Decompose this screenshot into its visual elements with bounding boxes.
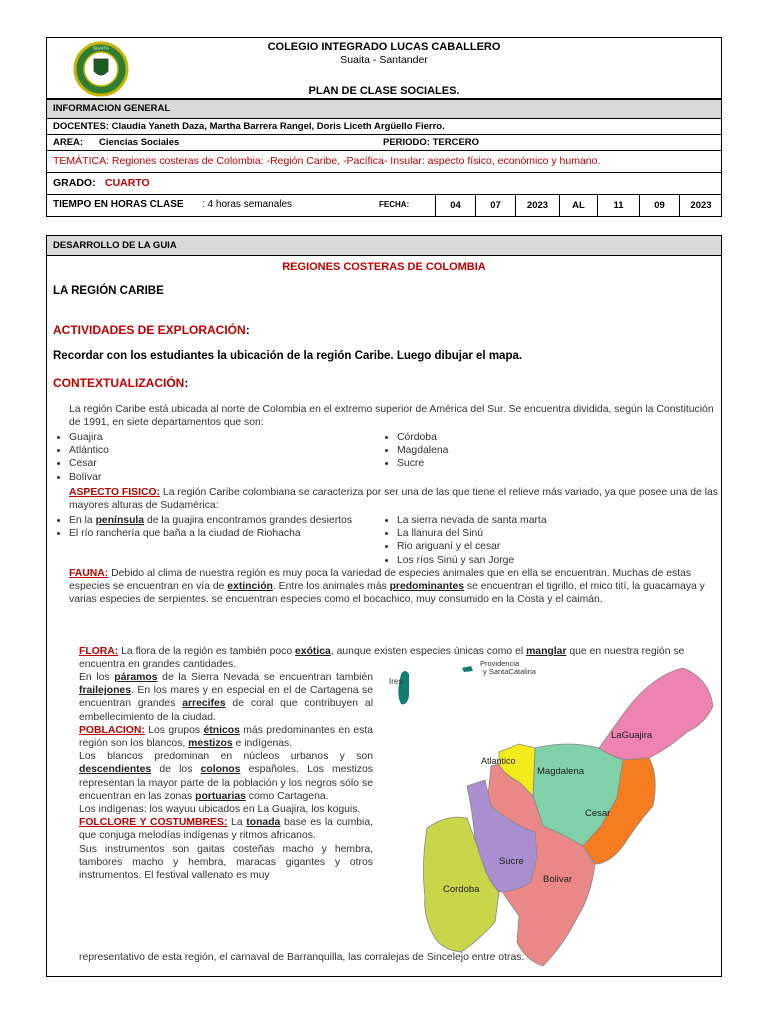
info-header: INFORMACION GENERAL xyxy=(47,100,721,119)
islands-label: Ires xyxy=(389,677,403,686)
tiempo-label: TIEMPO EN HORAS CLASE xyxy=(53,199,184,210)
population-paragraph: POBLACION: Los grupos étnicos más predominantes en esta región son los blancos, mestizos e indígenas. xyxy=(79,724,373,750)
fecha-cell: 11 xyxy=(597,195,639,216)
list-item: • Bolívar xyxy=(69,471,389,484)
departments-left xyxy=(69,431,389,484)
providencia-marker xyxy=(462,666,473,672)
fecha-cell: 2023 xyxy=(679,195,722,216)
fauna-paragraph: FAUNA: Debido al clima de nuestra región es muy poca la variedad de especies animales que en ella se encuentran. Muchas de estas especies se encuentran en vía de extinción. Entre los animales más predominantes se encuentran el tigrillo, el mico tití, la guacamaya y varias especies de serpientes. se encuentran especies como el bocachico, muy consumido en la Costa y el caimán. xyxy=(69,568,705,606)
school-header xyxy=(46,37,722,99)
area-label: AREA: xyxy=(53,137,84,148)
list-item: • Sucre xyxy=(397,457,697,470)
map-label-sucre: Sucre xyxy=(499,856,524,867)
physical-aspect-paragraph: ASPECTO FISICO: La región Caribe colombiana se caracteriza por ser una de las que tiene el relieve más variado, ya que posee una de las mayores alturas de Sudamérica: xyxy=(69,487,718,512)
map-label-magdalena: Magdalena xyxy=(537,766,585,777)
list-item: • La llanura del Sinú xyxy=(397,527,697,540)
guide-header: DESARROLLO DE LA GUIA xyxy=(47,236,721,256)
guide-title: REGIONES COSTERAS DE COLOMBIA xyxy=(282,261,486,273)
school-location: Suaita - Santander xyxy=(340,54,428,66)
left-column-text xyxy=(79,671,373,882)
fecha-cell: 09 xyxy=(639,195,679,216)
area-row xyxy=(47,135,721,151)
islands-shape xyxy=(398,671,409,704)
list-item: • Atlántico xyxy=(69,444,389,457)
plan-title: PLAN DE CLASE SOCIALES. xyxy=(308,85,460,97)
context-heading: CONTEXTUALIZACIÓN: xyxy=(53,376,189,390)
flora-paragraph: FLORA: La flora de la región es también poco exótica, aunque existen especies únicas como el manglar que en nuestra región se encuentra en grandes cantidades. xyxy=(79,646,685,671)
fecha-cell: 2023 xyxy=(515,195,559,216)
providencia-label: Providencia xyxy=(480,659,520,668)
fecha-cell: 04 xyxy=(435,195,475,216)
list-item: • Los ríos Sinú y san Jorge xyxy=(397,554,697,567)
map-label-laguajira: LaGuajira xyxy=(611,730,653,741)
tematica: TEMÁTICA: Regiones costeras de Colombia: -Región Caribe, -Pacífica- Insular: aspecto físico, económico y humano. xyxy=(47,151,721,173)
grado-label: GRADO: xyxy=(53,177,96,189)
map-label-bolivar: Bolivar xyxy=(543,874,573,885)
list-item: • La sierra nevada de santa marta xyxy=(397,514,697,527)
final-paragraph: representativo de esta región, el carnaval de Barranquilla, las corralejas de Sincelejo entre otras. xyxy=(79,952,525,963)
area-value: Ciencias Sociales xyxy=(99,137,180,148)
list-item: • Guajira xyxy=(69,431,389,444)
periodo: PERIODO: TERCERO xyxy=(383,137,480,148)
folklore-paragraph: FOLCLORE Y COSTUMBRES: La tonada base es la cumbia, que conjuga melodías indígenas y ritmos africanos. xyxy=(79,817,373,842)
guajira-shape xyxy=(599,668,713,760)
indigenous-paragraph: Los indígenas: los wayuu ubicados en La Guajira, los koguis. xyxy=(79,804,361,816)
intro-paragraph: La región Caribe está ubicada al norte de Colombia en el extremo superior de América del Sur. Se encuentra dividida, según la Constitución de 1991, en siete departamentos que son: xyxy=(69,404,714,429)
tiempo-value: : 4 horas semanales xyxy=(202,199,293,210)
tiempo-row xyxy=(47,195,721,216)
list-item: • Córdoba xyxy=(397,431,697,444)
departments-right xyxy=(397,431,697,471)
docentes: DOCENTES: Claudia Yaneth Daza, Martha Barrera Rangel, Doris Liceth Argüello Fierro. xyxy=(47,119,721,135)
grado-value: CUARTO xyxy=(105,177,150,189)
list-item: • Cesar xyxy=(69,457,389,470)
school-name: COLEGIO INTEGRADO LUCAS CABALLERO xyxy=(267,41,501,53)
fecha-cell: 07 xyxy=(475,195,515,216)
logo-text: SUAITA xyxy=(93,45,109,51)
map-label-cesar: Cesar xyxy=(585,808,611,819)
activities-heading: ACTIVIDADES DE EXPLORACIÓN: xyxy=(53,323,250,337)
guide-section xyxy=(46,235,722,977)
physical-list-right xyxy=(397,514,697,567)
list-item: • Magdalena xyxy=(397,444,697,457)
grado-row xyxy=(47,173,721,195)
general-info-table xyxy=(46,99,722,217)
physical-list-left xyxy=(69,514,381,540)
guide-subtitle: LA REGIÓN CARIBE xyxy=(53,285,164,297)
list-item: • En la península de la guajira encontramos grandes desiertos xyxy=(69,514,381,527)
paramos-paragraph: En los páramos de la Sierra Nevada se encuentran también frailejones. En los mares y en especial en el de Cartagena se encuentran grandes arrecifes de coral que contribuyen al embellecimiento de la ciudad. xyxy=(79,672,373,723)
list-item: • Rio ariguaní y el cesar xyxy=(397,540,697,553)
fecha-label: FECHA: xyxy=(379,200,410,209)
fecha-cell: AL xyxy=(559,195,597,216)
instruction-text: Recordar con los estudiantes la ubicación de la región Caribe. Luego dibujar el mapa. xyxy=(53,350,523,362)
map-label-cordoba: Cordoba xyxy=(443,884,480,895)
instruments-paragraph: Sus instrumentos son gaitas costeñas macho y hembra, tambores macho y hembra, maracas gigantes y otros instrumentos. El festival vallenato es muy xyxy=(79,843,373,882)
caribbean-region-map xyxy=(387,656,719,976)
list-item: • El río ranchería que baña a la ciudad de Riohacha xyxy=(69,527,381,540)
whites-paragraph: Los blancos predominan en núcleos urbanos y son descendientes de los colonos españoles. Los mestizos representan la mayor parte de la población y los negros sólo se encuentran en las zonas portuarias como Cartagena. xyxy=(79,751,373,802)
santa-catalina-label: y SantaCatalina xyxy=(483,667,536,676)
map-label-atlantico: Atlantico xyxy=(481,756,516,766)
